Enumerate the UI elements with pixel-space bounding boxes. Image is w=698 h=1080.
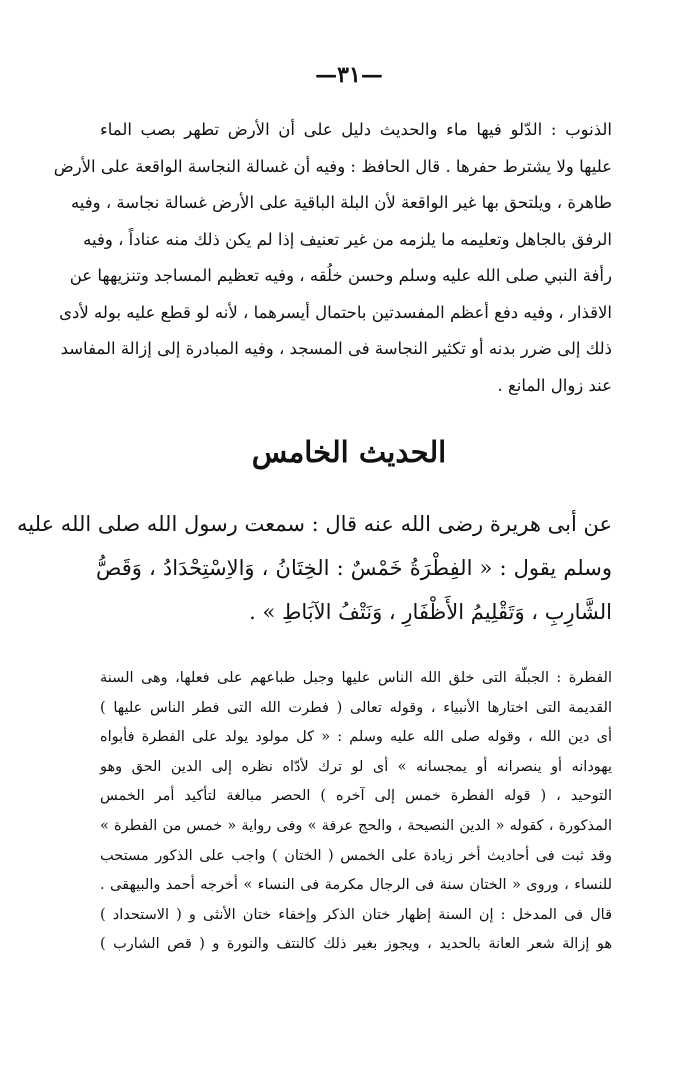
commentary-line: التوحيد ، ( قوله الفطرة خمس إلى آخره ) الحصر مبالغة لتأكيد أمر الخمس <box>100 788 612 805</box>
commentary-line: للنساء ، وروى « الختان سنة فى الرجال مكرمة فى النساء » أخرجه أحمد والبيهقى . <box>100 877 612 894</box>
section-title: الحديث الخامس <box>251 435 447 469</box>
commentary-line: المذكورة ، كقوله « الدين النصيحة ، والحج عرفة » وفى رواية « خمس من الفطرة » <box>100 817 612 834</box>
commentary-line: الفطرة : الجبلّة التى خلق الله الناس عليها وجبل طباعهم على فعلها، وهى السنة <box>100 670 612 686</box>
commentary-paragraph <box>100 664 612 960</box>
hadith-text <box>17 502 612 634</box>
intro-line: طاهرة ، ويلتحق بها غير الواقعة لأن البلة الباقية على الأرض غسالة نجاسة ، وفيه <box>70 193 612 212</box>
commentary-line: يهودانه أو ينصرانه أو يمجسانه » أى لو ترك لأدّاه نظره إلى الدين الحق وهو <box>100 758 612 775</box>
intro-line: الرفق بالجاهل وتعليمه ما يلزمه من غير تعنيف إذا لم يكن ذلك منه عناداً ، وفيه <box>83 229 612 249</box>
hadith-line: عن أبى هريرة رضى الله عنه قال : سمعت رسول الله صلى الله عليه <box>17 512 612 536</box>
intro-line: ذلك إلى ضرر بدنه أو تكثير النجاسة فى المسجد ، وفيه المبادرة إلى إزالة المفاسد <box>60 339 612 358</box>
commentary-line: قال فى المدخل : إن السنة إظهار ختان الذكر وإخفاء ختان الأنثى و ( الاستحداد ) <box>100 906 612 923</box>
intro-line: الذنوب : الدّلو فيها ماء والحديث دليل على أن الأرض تطهر بصب الماء <box>100 120 612 139</box>
intro-line: رأفة النبي صلى الله عليه وسلم وحسن خلُقه ، وفيه تعظيم المساجد وتنزيهها عن <box>69 266 612 285</box>
hadith-line: وسلم يقول : « الفِطْرَةُ خَمْسٌ : الخِتَانُ ، وَالاِسْتِحْدَادُ ، وَقَصُّ <box>96 556 612 580</box>
intro-line: الاقذار ، وفيه دفع أعظم المفسدتين باحتمال أيسرهما ، لأنه لو قطع عليه بوله لأدى <box>59 302 612 322</box>
hadith-line: الشَّارِبِ ، وَتَقْلِيمُ الأَظْفَارِ ، وَنَتْفُ الآبَاطِ » . <box>249 600 612 624</box>
commentary-line: وقد ثبت فى أحاديث أخر زيادة على الخمس ( الختان ) واجب على الذكور مستحب <box>100 847 612 864</box>
intro-line: عند زوال المانع . <box>497 375 612 395</box>
commentary-line: القديمة التى اختارها الأنبياء ، وقوله تعالى ( فطرت الله التى فطر الناس عليها ) <box>100 699 612 716</box>
intro-paragraph <box>53 112 612 404</box>
commentary-line: أى دين الله ، وقوله صلى الله عليه وسلم : « كل مولود يولد على الفطرة فأبواه <box>100 729 612 746</box>
intro-line: عليها ولا يشترط حفرها . قال الحافظ : وفيه أن غسالة النجاسة الواقعة على الأرض <box>53 156 612 176</box>
page-number: —٣١— <box>315 62 383 88</box>
commentary-line: هو إزالة شعر العانة بالحديد ، ويجوز بغير ذلك كالنتف والنورة و ( قص الشارب ) <box>100 936 612 953</box>
